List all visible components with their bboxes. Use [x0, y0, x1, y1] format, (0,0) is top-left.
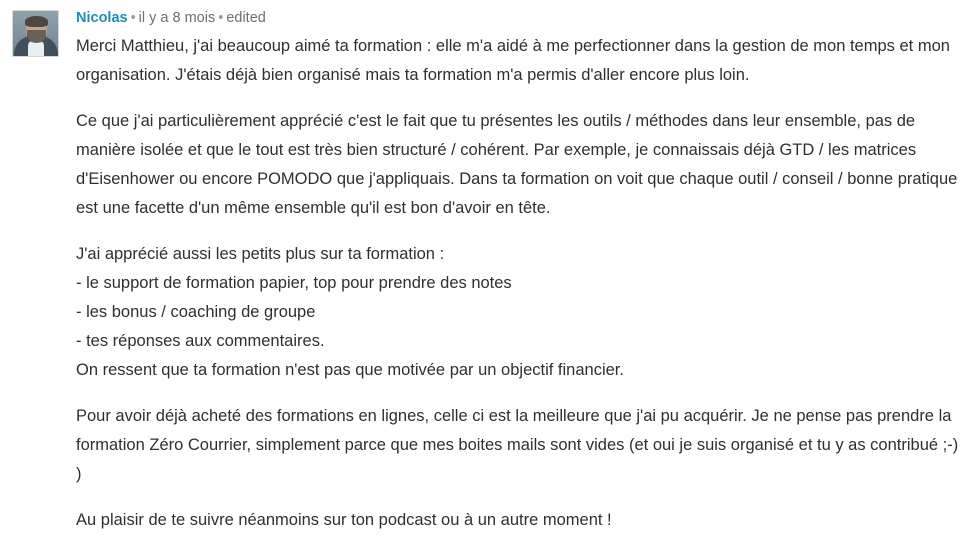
- comment-paragraph-3: Pour avoir déjà acheté des formations en lignes, celle ci est la meilleure que j'ai pu acquérir. Je ne pense pas prendre la formation Zéro Courrier, simplement parce que mes boites mails sont vides (et oui je suis organisé et tu y as contribué ;-) ): [76, 407, 959, 483]
- comment-list-item-3: - tes réponses aux commentaires.: [76, 332, 325, 350]
- comment-list-item-2: - les bonus / coaching de groupe: [76, 303, 316, 321]
- comment-timestamp: il y a 8 mois: [138, 10, 216, 26]
- avatar-hair-shape: [25, 16, 48, 27]
- comment-author[interactable]: Nicolas: [76, 10, 128, 26]
- avatar-beard-shape: [27, 30, 46, 43]
- meta-separator-2: •: [218, 10, 224, 26]
- comment-list-item-1: - le support de formation papier, top pour prendre des notes: [76, 274, 512, 292]
- comment-list-intro: J'ai apprécié aussi les petits plus sur ta formation :: [76, 245, 445, 263]
- comment-paragraph-1: Merci Matthieu, j'ai beaucoup aimé ta formation : elle m'a aidé à me perfectionner dans la gestion de mon temps et mon organisation. J'étais déjà bien organisé mais ta formation m'a permis d'aller encore plus loin.: [76, 37, 950, 84]
- comment-meta: [76, 9, 967, 27]
- avatar[interactable]: [12, 10, 59, 57]
- comment-paragraph-2: Ce que j'ai particulièrement apprécié c'est le fait que tu présentes les outils / méthodes dans leur ensemble, pas de manière isolée et que le tout est très bien structuré / cohérent. Par exemple, je connaissais déjà GTD / les matrices d'Eisenhower ou encore POMODO que j'appliquais. Dans ta formation on voit que chaque outil / conseil / bonne pratique est une facette d'un même ensemble qu'il est bon d'avoir en tête.: [76, 112, 958, 217]
- comment-paragraph-4: Au plaisir de te suivre néanmoins sur ton podcast ou à un autre moment !: [76, 511, 612, 529]
- comment-body: [76, 32, 967, 535]
- comment-content: [76, 8, 967, 535]
- comment-list-outro: On ressent que ta formation n'est pas que motivée par un objectif financier.: [76, 361, 624, 379]
- meta-separator-1: •: [130, 10, 136, 26]
- comment-edited-badge: edited: [226, 10, 266, 26]
- avatar-container: [12, 8, 60, 57]
